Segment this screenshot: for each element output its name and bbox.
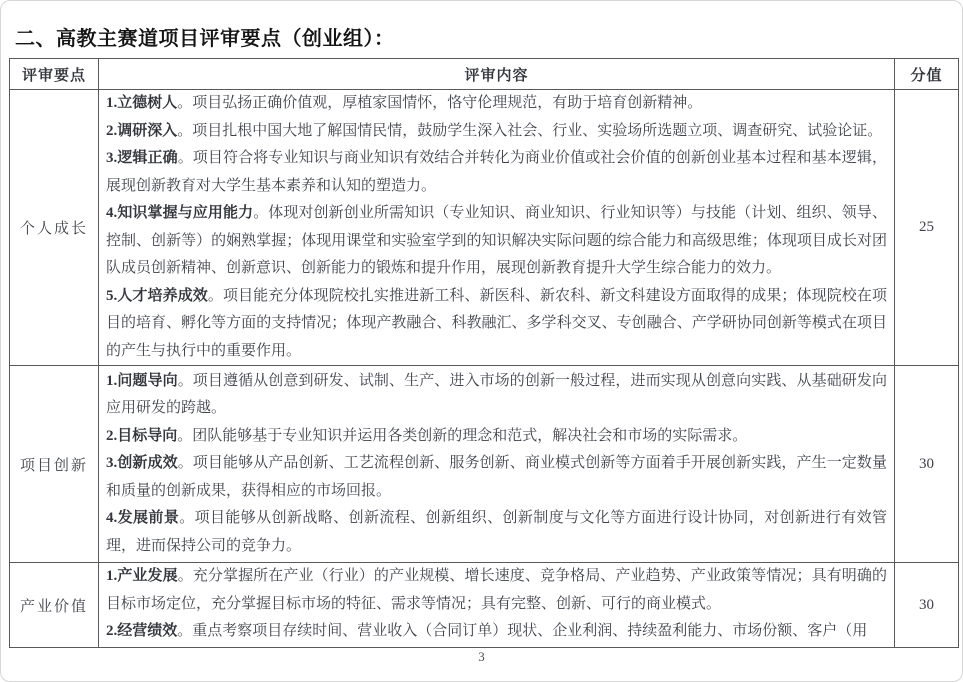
item-label: 3.逻辑正确 bbox=[106, 150, 178, 166]
item-text: 。项目能充分体现院校扎实推进新工科、新医科、新农科、新文科建设方面取得的成果；体现院校在项目的培育、孵化等方面的支持情况；体现产教融合、科教融汇、多学科交叉、专创融合、产学研协同创新等模式在项目的产生与执行中的重要作用。 bbox=[106, 287, 887, 359]
criteria-item bbox=[106, 90, 887, 118]
item-text: 。项目能够从产品创新、工艺流程创新、服务创新、商业模式创新等方面着手开展创新实践，产生一定数量和质量的创新成果，获得相应的市场回报。 bbox=[106, 455, 887, 499]
row-content bbox=[99, 563, 895, 648]
row-content bbox=[99, 366, 895, 563]
row-point-label: 项目创新 bbox=[10, 366, 99, 563]
item-text: 。充分掌握所在产业（行业）的产业规模、增长速度、竞争格局、产业趋势、产业政策等情况；具有明确的目标市场定位，充分掌握目标市场的特征、需求等情况；具有完整、创新、可行的商业模式。 bbox=[106, 568, 887, 612]
criteria-item bbox=[106, 423, 887, 451]
review-table bbox=[9, 58, 959, 648]
item-label: 1.问题导向 bbox=[106, 372, 178, 389]
criteria-item bbox=[106, 200, 887, 283]
item-label: 3.创新成效 bbox=[106, 455, 178, 472]
item-text: 。团队能够基于专业知识并运用各类创新的理念和范式，解决社会和市场的实际需求。 bbox=[177, 427, 748, 444]
row-point-label: 产业价值 bbox=[10, 563, 99, 648]
item-text: 。项目能够从创新战略、创新流程、创新组织、创新制度与文化等方面进行设计协同，对创新进行有效管理，进而保持公司的竞争力。 bbox=[106, 510, 887, 554]
table-row-personal-growth bbox=[10, 90, 959, 366]
row-content bbox=[99, 90, 895, 366]
row-point-label: 个人成长 bbox=[10, 90, 99, 366]
item-label: 2.目标导向 bbox=[106, 427, 178, 444]
item-label: 2.调研深入 bbox=[106, 122, 178, 139]
table-row-project-innovation bbox=[10, 366, 959, 563]
item-text: 。体现对创新创业所需知识（专业知识、商业知识、行业知识等）与技能（计划、组织、领导、控制、创新等）的娴熟掌握；体现用课堂和实验室学到的知识解决实际问题的综合能力和高级思维；体现项目成长对团队成员创新精神、创新意识、创新能力的锻炼和提升作用，展现创新教育提升大学生综合能力的效力。 bbox=[106, 205, 887, 276]
item-label: 1.立德树人 bbox=[106, 95, 178, 111]
criteria-item bbox=[106, 618, 887, 646]
criteria-item bbox=[106, 563, 887, 618]
item-label: 5.人才培养成效 bbox=[106, 287, 208, 304]
criteria-item bbox=[106, 118, 887, 146]
content-block bbox=[106, 368, 887, 561]
item-label: 4.知识掌握与应用能力 bbox=[106, 205, 254, 221]
content-block bbox=[106, 90, 887, 365]
row-score: 30 bbox=[895, 366, 959, 563]
item-label: 2.经营绩效 bbox=[106, 623, 178, 639]
item-label: 1.产业发展 bbox=[106, 568, 178, 584]
row-score: 25 bbox=[895, 90, 959, 366]
page-number: 3 bbox=[478, 649, 485, 664]
item-text: 。项目弘扬正确价值观，厚植家国情怀，恪守伦理规范，有助于培育创新精神。 bbox=[177, 95, 703, 111]
criteria-item bbox=[106, 368, 887, 423]
table-header-row bbox=[10, 59, 959, 90]
row-score: 30 bbox=[895, 563, 959, 648]
item-label: 4.发展前景 bbox=[106, 510, 180, 527]
item-text: 。重点考察项目存续时间、营业收入（合同订单）现状、企业利润、持续盈利能力、市场份额、客户（用 bbox=[177, 623, 868, 639]
criteria-item bbox=[106, 283, 887, 366]
header-review-point: 评审要点 bbox=[10, 59, 99, 90]
item-text: 。项目符合将专业知识与商业知识有效结合并转化为商业价值或社会价值的创新创业基本过程和基本逻辑，展现创新教育对大学生基本素养和认知的塑造力。 bbox=[106, 150, 887, 194]
criteria-item bbox=[106, 145, 887, 200]
item-text: 。项目扎根中国大地了解国情民情，鼓励学生深入社会、行业、实验场所选题立项、调查研究、试验论证。 bbox=[177, 122, 883, 139]
page-title: 二、高教主赛道项目评审要点（创业组）： bbox=[15, 28, 395, 50]
content-block bbox=[106, 563, 887, 647]
criteria-item bbox=[106, 450, 887, 505]
item-text: 。项目遵循从创意到研发、试制、生产、进入市场的创新一般过程，进而实现从创意向实践、从基础研发向应用研发的跨越。 bbox=[106, 372, 887, 417]
table-row-industry-value bbox=[10, 563, 959, 648]
criteria-item bbox=[106, 505, 887, 560]
header-score: 分值 bbox=[895, 59, 959, 90]
header-review-content: 评审内容 bbox=[99, 59, 895, 90]
